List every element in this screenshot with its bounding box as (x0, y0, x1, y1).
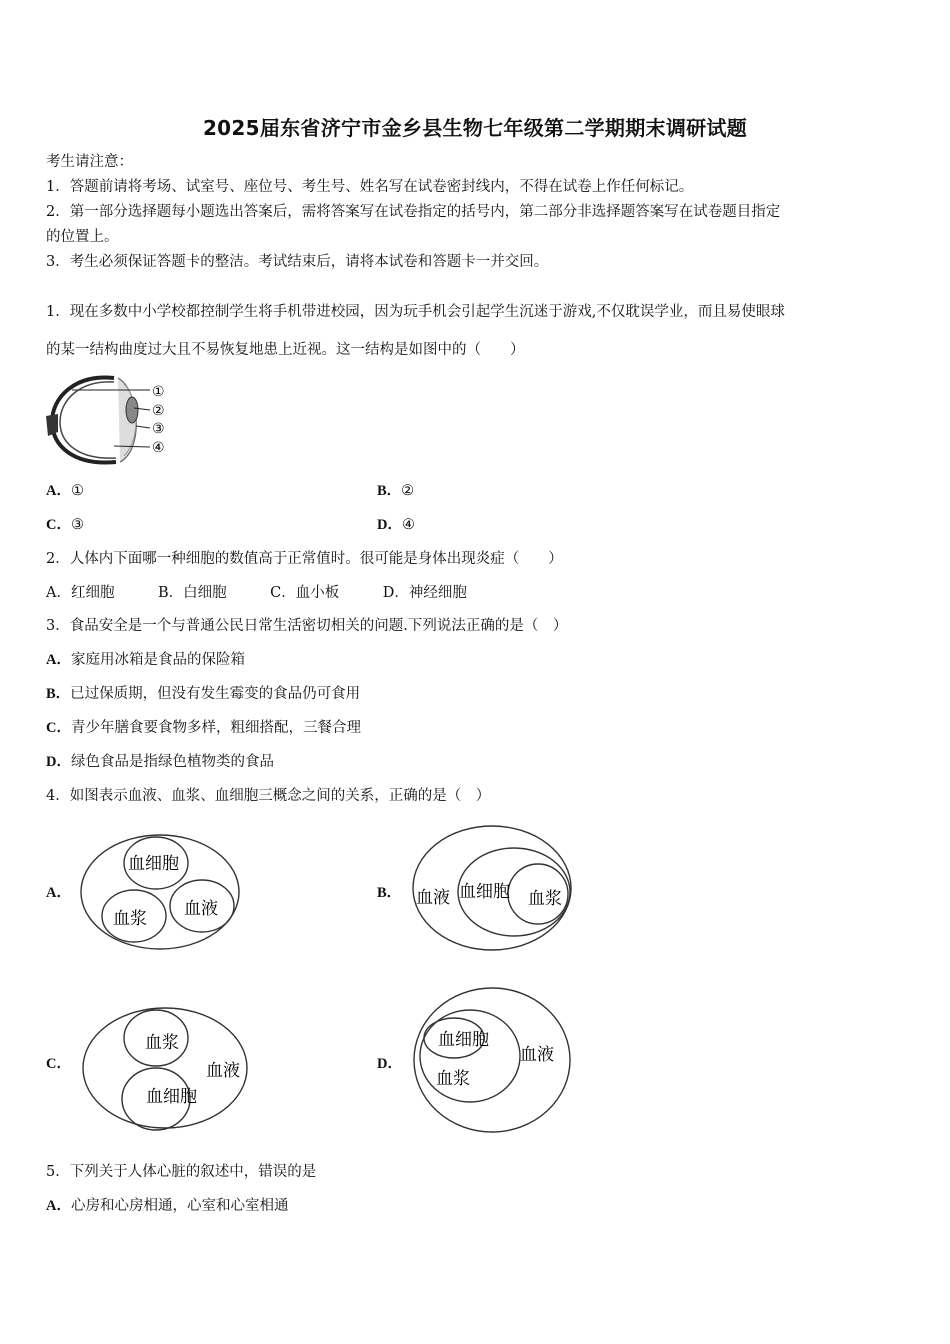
diagram-d-blood-label: 血液 (520, 1045, 554, 1065)
q1-option-d (377, 516, 415, 534)
lens (126, 397, 138, 423)
notice-item-2: 2．第一部分选择题每小题选出答案后，需将答案写在试卷指定的括号内，第二部分非选择题答案写在试卷题目指定 (46, 204, 781, 220)
q1-option-d-key: D． (377, 517, 402, 533)
diagram-c-blood-label: 血液 (206, 1061, 240, 1081)
diagram-b-blood-label: 血液 (416, 888, 450, 908)
q1-option-a-key: A． (46, 483, 71, 499)
q3-option-d-text: 绿色食品是指绿色植物类的食品 (70, 754, 274, 770)
q3-option-b-key: B． (46, 686, 71, 702)
diagram-b-plasma-label: 血浆 (528, 889, 562, 909)
q5-stem: 5．下列关于人体心脏的叙述中，错误的是 (46, 1164, 317, 1180)
q5-option-a-key: A． (46, 1198, 71, 1214)
q4-diagram-d (410, 984, 574, 1136)
q3-option-b (46, 685, 360, 703)
q1-option-b (377, 482, 414, 500)
diagram-d-plasma-label: 血浆 (436, 1069, 470, 1089)
diagram-a-cell-label: 血细胞 (128, 854, 179, 874)
q3-option-c-text: 青少年膳食要食物多样，粗细搭配，三餐合理 (70, 720, 361, 736)
q4-diagram-c (80, 1004, 252, 1136)
q4-option-b-key: B． (377, 885, 402, 901)
q1-option-c (46, 516, 84, 534)
q1-stem-line2: 的某一结构曲度过大且不易恢复地患上近视。这一结构是如图中的（ ） (46, 342, 525, 358)
q1-option-c-text: ③ (70, 517, 84, 533)
q3-option-a (46, 651, 245, 669)
notice-item-3: 3．考生必须保证答题卡的整洁。考试结束后，请将本试卷和答题卡一并交回。 (46, 254, 549, 270)
q1-option-c-key: C． (46, 517, 71, 533)
eye-label-4: ④ (152, 440, 165, 456)
exam-title: 2025届东省济宁市金乡县生物七年级第二学期期末调研试题 (202, 116, 748, 140)
q4-diagram-a (78, 832, 244, 956)
eye-label-2: ② (152, 403, 165, 419)
q1-option-b-text: ② (401, 483, 415, 499)
eye-label-1: ① (152, 384, 165, 400)
diagram-a-plasma-label: 血浆 (113, 909, 147, 929)
q3-option-c-key: C． (46, 720, 71, 736)
q3-option-b-text: 已过保质期，但没有发生霉变的食品仍可食用 (70, 686, 361, 702)
diagram-c-plasma-label: 血浆 (145, 1033, 179, 1053)
q5-option-a-text: 心房和心房相通，心室和心室相通 (70, 1198, 289, 1214)
notice-item-2-cont: 的位置上。 (46, 229, 119, 245)
q3-option-c (46, 719, 361, 737)
q3-option-d-key: D． (46, 754, 71, 770)
notice-heading: 考生请注意： (46, 154, 133, 170)
q1-option-a-text: ① (70, 483, 84, 499)
q3-option-d (46, 753, 274, 771)
q4-option-a-key: A． (46, 885, 71, 901)
notice-item-1: 1．答题前请将考场、试室号、座位号、考生号、姓名写在试卷密封线内，不得在试卷上作任何标记。 (46, 179, 694, 195)
eye-label-3: ③ (152, 421, 165, 437)
q2-stem: 2．人体内下面哪一种细胞的数值高于正常值时。很可能是身体出现炎症（ ） (46, 551, 563, 567)
q1-option-b-key: B． (377, 483, 402, 499)
q4-option-d-key: D． (377, 1056, 402, 1072)
optic-nerve (46, 414, 58, 436)
q1-option-d-text: ④ (401, 517, 415, 533)
diagram-a-blood-label: 血液 (184, 899, 218, 919)
eye-diagram (44, 370, 174, 470)
q3-stem: 3．食品安全是一个与普通公民日常生活密切相关的问题.下列说法正确的是（ ） (46, 618, 568, 634)
q1-option-a (46, 482, 84, 500)
q4-stem: 4．如图表示血液、血浆、血细胞三概念之间的关系，正确的是（ ） (46, 788, 491, 804)
q3-option-a-key: A． (46, 652, 71, 668)
diagram-b-cell-label: 血细胞 (459, 882, 510, 902)
q2-options: A．红细胞 B．白细胞 C．血小板 D．神经细胞 (46, 585, 467, 601)
diagram-d-cell-label: 血细胞 (438, 1030, 489, 1050)
q5-option-a (46, 1197, 288, 1215)
q3-option-a-text: 家庭用冰箱是食品的保险箱 (70, 652, 245, 668)
diagram-c-cell-label: 血细胞 (146, 1087, 197, 1107)
q4-diagram-b (410, 822, 574, 954)
q4-option-c-key: C． (46, 1056, 71, 1072)
q1-stem-line1: 1．现在多数中小学校都控制学生将手机带进校园，因为玩手机会引起学生沉迷于游戏,不仅耽误学业，而且易使眼球 (46, 304, 785, 320)
